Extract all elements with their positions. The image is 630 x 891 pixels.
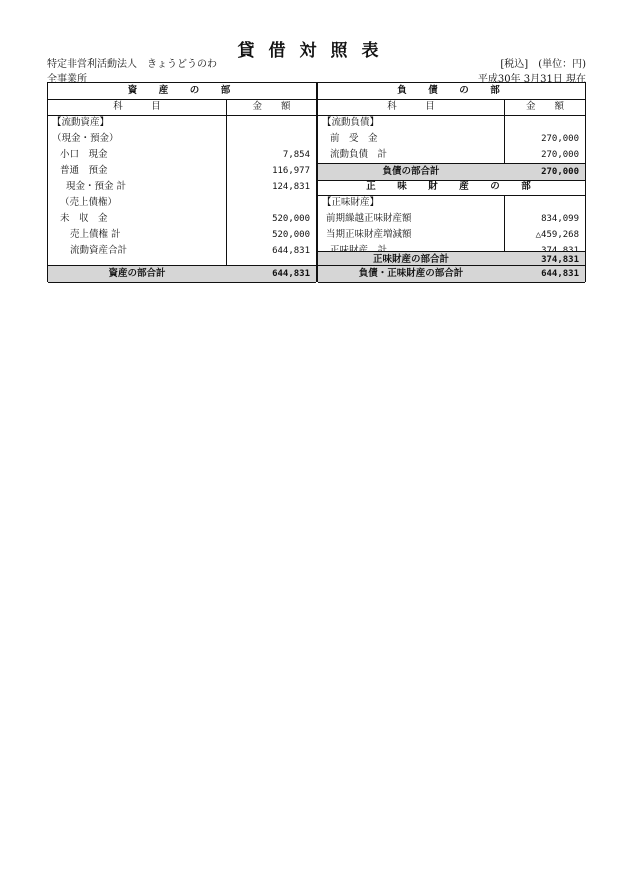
table-row: 【流動資産】 bbox=[52, 117, 110, 128]
scope-label: 全事業所 bbox=[47, 74, 87, 85]
liabilities-subtotal-row: 負債の部合計 270,000 bbox=[318, 163, 585, 181]
table-row: 当期正味財産増減額 △459,268 bbox=[326, 229, 579, 240]
tax-unit-label: [税込] (単位：円) bbox=[500, 59, 586, 70]
table-row: 前期繰越正味財産額 834,099 bbox=[326, 213, 579, 224]
liabilities-column bbox=[318, 83, 585, 281]
organization-name: 特定非営利活動法人 きょうどうのわ bbox=[47, 59, 217, 70]
table-row: （売上債権） bbox=[60, 197, 118, 208]
report-date: 平成30年 3月31日 現在 bbox=[477, 74, 586, 85]
table-row: 小口 現金 7,854 bbox=[60, 149, 310, 160]
table-row: 普通 預金 116,977 bbox=[60, 165, 310, 176]
table-row: 【正味財産】 bbox=[322, 197, 380, 208]
table-row: 売上債権 計 520,000 bbox=[70, 229, 310, 240]
liabilities-column-header: 科 目 金 額 bbox=[318, 99, 585, 116]
table-row: 前 受 金 270,000 bbox=[330, 133, 579, 144]
assets-column-header: 科 目 金 額 bbox=[48, 99, 316, 116]
assets-column bbox=[48, 83, 316, 281]
balance-sheet-table bbox=[47, 82, 586, 282]
page-title: 貸借対照表 bbox=[237, 41, 393, 61]
table-row: 流動負債 計 270,000 bbox=[330, 149, 579, 160]
table-row: （現金・預金） bbox=[52, 133, 119, 144]
table-row: 未 収 金 520,000 bbox=[60, 213, 310, 224]
liabilities-net-assets-total-row: 負債・正味財産の部合計 644,831 bbox=[318, 265, 585, 283]
net-assets-section-header: 正 味 財 産 の 部 bbox=[318, 179, 585, 196]
assets-section-header: 資 産 の 部 bbox=[48, 83, 316, 100]
assets-total-row: 資産の部合計 644,831 bbox=[48, 265, 316, 283]
liabilities-section-header: 負 債 の 部 bbox=[318, 83, 585, 100]
table-row: 現金・預金 計 124,831 bbox=[66, 181, 310, 192]
table-row: 流動資産合計 644,831 bbox=[70, 245, 310, 256]
table-row: 【流動負債】 bbox=[322, 117, 380, 128]
net-assets-subtotal-row: 正味財産の部合計 374,831 bbox=[318, 251, 585, 269]
